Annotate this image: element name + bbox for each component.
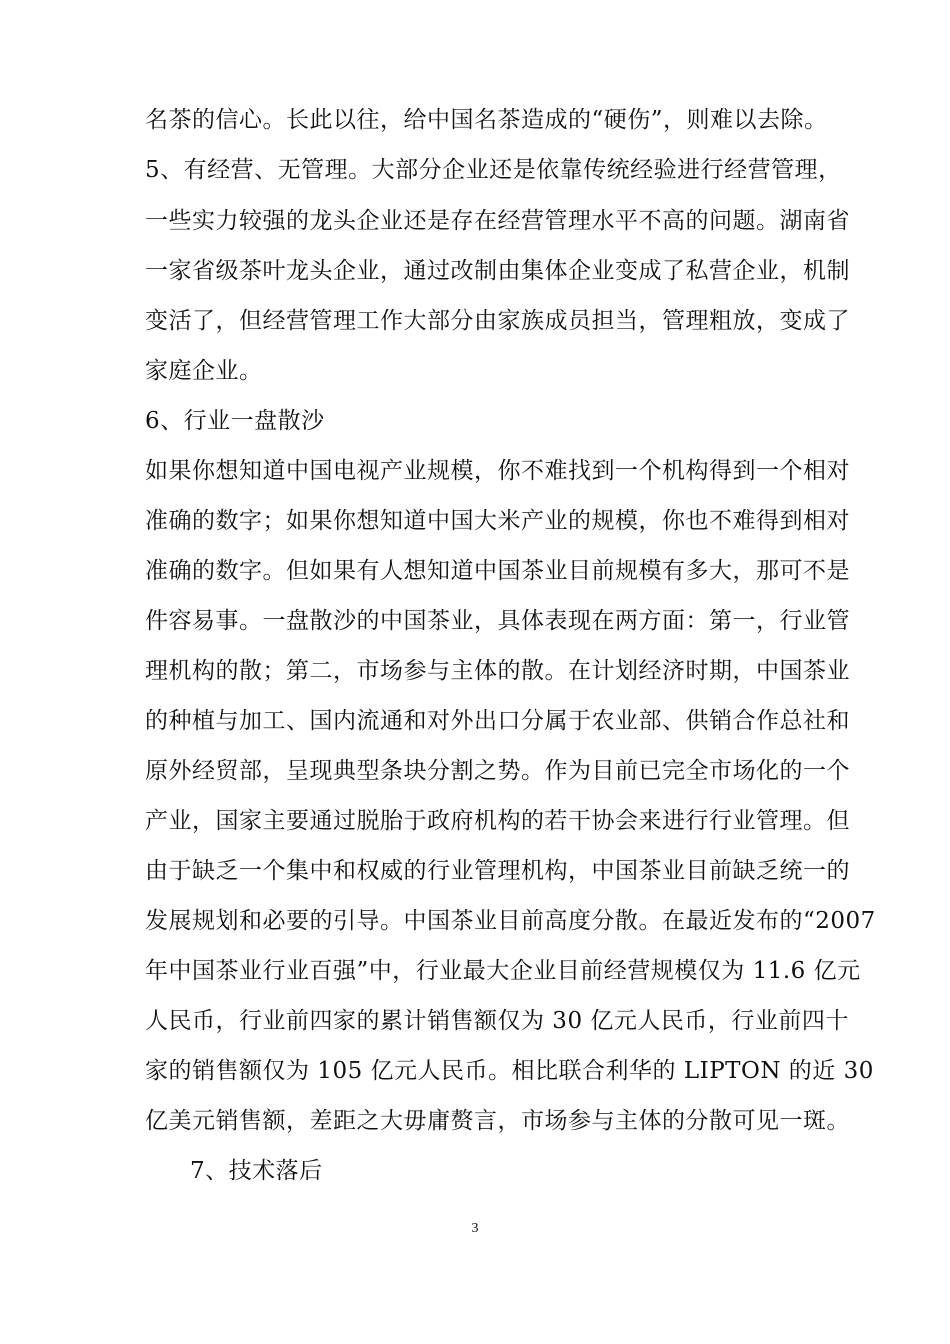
text-line: 变活了，但经营管理工作大部分由家族成员担当，管理粗放，变成了 [145, 308, 850, 334]
text-line: 原外经贸部，呈现典型条块分割之势。作为目前已完全市场化的一个 [145, 758, 850, 784]
text-line: 准确的数字。但如果有人想知道中国茶业目前规模有多大，那可不是 [145, 558, 850, 584]
text-line: 家的销售额仅为 105 亿元人民币。相比联合利华的 LIPTON 的近 30 [145, 1058, 874, 1084]
text-line: 理机构的散；第二，市场参与主体的散。在计划经济时期，中国茶业 [145, 658, 850, 684]
text-line: 人民币，行业前四家的累计销售额仅为 30 亿元人民币，行业前四十 [145, 1008, 849, 1034]
text-line: 产业，国家主要通过脱胎于政府机构的若干协会来进行行业管理。但 [145, 808, 850, 834]
text-line: 件容易事。一盘散沙的中国茶业，具体表现在两方面：第一，行业管 [145, 608, 850, 634]
text-line: 由于缺乏一个集中和权威的行业管理机构，中国茶业目前缺乏统一的 [145, 858, 850, 884]
section-heading: 7、技术落后 [190, 1158, 323, 1184]
text-line: 如果你想知道中国电视产业规模，你不难找到一个机构得到一个相对 [145, 458, 850, 484]
text-line: 准确的数字；如果你想知道中国大米产业的规模，你也不难得到相对 [145, 508, 850, 534]
page-number: 3 [471, 1221, 479, 1236]
text-line: 家庭企业。 [145, 358, 263, 384]
text-line: 亿美元销售额，差距之大毋庸赘言，市场参与主体的分散可见一斑。 [145, 1108, 850, 1134]
text-line: 的种植与加工、国内流通和对外出口分属于农业部、供销合作总社和 [145, 708, 850, 734]
text-line: 年中国茶业行业百强”中，行业最大企业目前经营规模仅为 11.6 亿元 [145, 958, 861, 984]
text-line: 名茶的信心。长此以往，给中国名茶造成的“硬伤”，则难以去除。 [145, 107, 828, 133]
text-line: 发展规划和必要的引导。中国茶业目前高度分散。在最近发布的“2007 [145, 908, 876, 934]
section-heading: 6、行业一盘散沙 [145, 408, 325, 434]
text-line: 5、有经营、无管理。大部分企业还是依靠传统经验进行经营管理， [145, 157, 842, 183]
text-line: 一家省级茶叶龙头企业，通过改制由集体企业变成了私营企业，机制 [145, 258, 850, 284]
text-line: 一些实力较强的龙头企业还是存在经营管理水平不高的问题。湖南省 [145, 208, 850, 234]
